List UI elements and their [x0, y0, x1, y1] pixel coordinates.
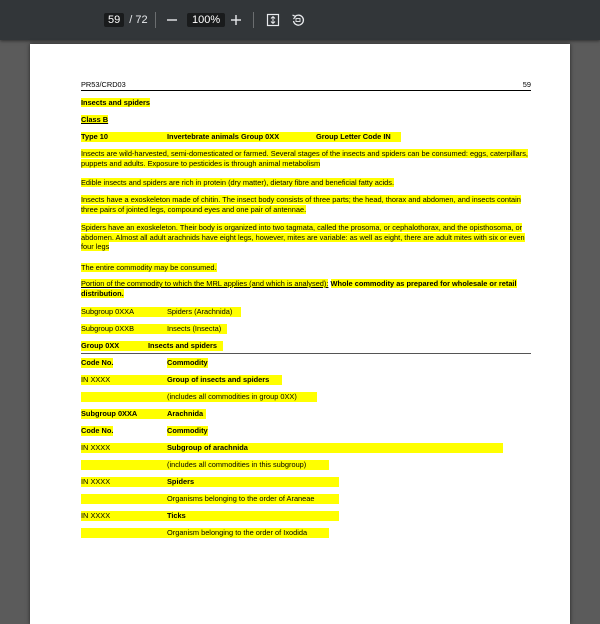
page-number-input[interactable]: 59 [104, 13, 124, 27]
document-reference: PR53/CRD03 [81, 80, 126, 89]
subgroup-name: Arachnida [167, 409, 204, 418]
pdf-page [30, 44, 570, 624]
type-code: Group Letter Code IN [316, 132, 391, 141]
group-name: Insects and spiders [148, 341, 218, 350]
code-column-header: Code No. [81, 426, 114, 435]
page-header [81, 80, 531, 91]
zoom-level [187, 0, 225, 40]
rotate-button[interactable] [288, 10, 308, 30]
group-code: Group 0XX [81, 341, 120, 350]
fit-page-button[interactable] [263, 10, 283, 30]
type-label: Type 10 [81, 132, 108, 141]
subgroup-row [81, 324, 531, 334]
commodity-cell: Group of insects and spiders [167, 375, 270, 384]
section-title: Insects and spiders [81, 98, 151, 107]
commodity-cell: Organism belonging to the order of Ixodida [167, 528, 308, 537]
table-row [81, 528, 531, 538]
code-cell: IN XXXX [81, 375, 111, 384]
commodity-cell: (includes all commodities in this subgroup) [167, 460, 307, 469]
plus-icon [230, 14, 242, 26]
paragraph-5: The entire commodity may be consumed. [81, 263, 217, 272]
subgroup-heading [81, 409, 531, 419]
portion-statement [81, 279, 531, 298]
table-row [81, 477, 531, 487]
code-cell: IN XXXX [81, 443, 111, 452]
commodity-cell: Ticks [167, 511, 186, 520]
toolbar-divider [253, 12, 254, 28]
code-cell: IN XXXX [81, 511, 111, 520]
page-indicator [104, 0, 148, 40]
paragraph-4: Spiders have an exoskeleton. Their body is organized into two tagmata, called the prosoma, or cephalothorax, and the opisthosoma, or abdomen. Almost all adult arachnids have eight legs, however, mites are variable: as well as eight, there are adult mites with six or even four legs [81, 223, 525, 252]
zoom-in-button[interactable] [226, 10, 246, 30]
paragraph-2: Edible insects and spiders are rich in protein (dry matter), dietary fibre and beneficial fatty acids. [81, 178, 395, 187]
table-header-row [81, 426, 531, 436]
type-description: Invertebrate animals Group 0XX [167, 132, 280, 141]
page-number-label: 59 [522, 80, 531, 89]
table-row [81, 392, 531, 402]
table-row [81, 375, 531, 385]
subgroup-row [81, 307, 531, 317]
fit-page-icon [266, 13, 280, 27]
commodity-cell: Spiders [167, 477, 195, 486]
subgroup-code: Subgroup 0XXB [81, 324, 135, 333]
paragraph-3: Insects have a exoskeleton made of chitin. The insect body consists of three parts; the head, thorax and abdomen, and insects contain three pairs of jointed legs, compound eyes and one pair of antennae. [81, 195, 521, 214]
commodity-column-header: Commodity [167, 426, 208, 435]
type-row [81, 132, 531, 142]
table-row [81, 460, 531, 470]
class-label: Class B [81, 115, 109, 124]
table-divider [81, 353, 531, 354]
table-row [81, 443, 531, 453]
subgroup-code: Subgroup 0XXA [81, 409, 138, 418]
subgroup-name: Insects (Insecta) [167, 324, 222, 333]
page-total: / 72 [129, 14, 148, 26]
group-heading [81, 341, 531, 351]
table-row [81, 494, 531, 504]
rotate-icon [291, 13, 305, 27]
subgroup-code: Subgroup 0XXA [81, 307, 135, 316]
minus-icon [166, 14, 178, 26]
portion-value: Whole commodity as prepared for wholesale or retail distribution. [81, 279, 517, 298]
table-header-row [81, 358, 531, 368]
zoom-out-button[interactable] [162, 10, 182, 30]
pdf-toolbar [0, 0, 600, 40]
zoom-input[interactable]: 100% [187, 13, 225, 27]
toolbar-divider [155, 12, 156, 28]
portion-label: Portion of the commodity to which the MRL applies (and which is analysed): [81, 279, 329, 288]
table-row [81, 511, 531, 521]
commodity-cell: Subgroup of arachnida [167, 443, 248, 452]
commodity-cell: (includes all commodities in group 0XX) [167, 392, 297, 401]
subgroup-name: Spiders (Arachnida) [167, 307, 233, 316]
code-cell: IN XXXX [81, 477, 111, 486]
code-column-header: Code No. [81, 358, 114, 367]
commodity-cell: Organisms belonging to the order of Araneae [167, 494, 315, 503]
paragraph-1: Insects are wild-harvested, semi-domesticated or farmed. Several stages of the insects and spiders can be consumed: eggs, caterpillars, puppets and adults. Exposure to pesticides is through animal metabolism [81, 149, 528, 168]
commodity-column-header: Commodity [167, 358, 208, 367]
